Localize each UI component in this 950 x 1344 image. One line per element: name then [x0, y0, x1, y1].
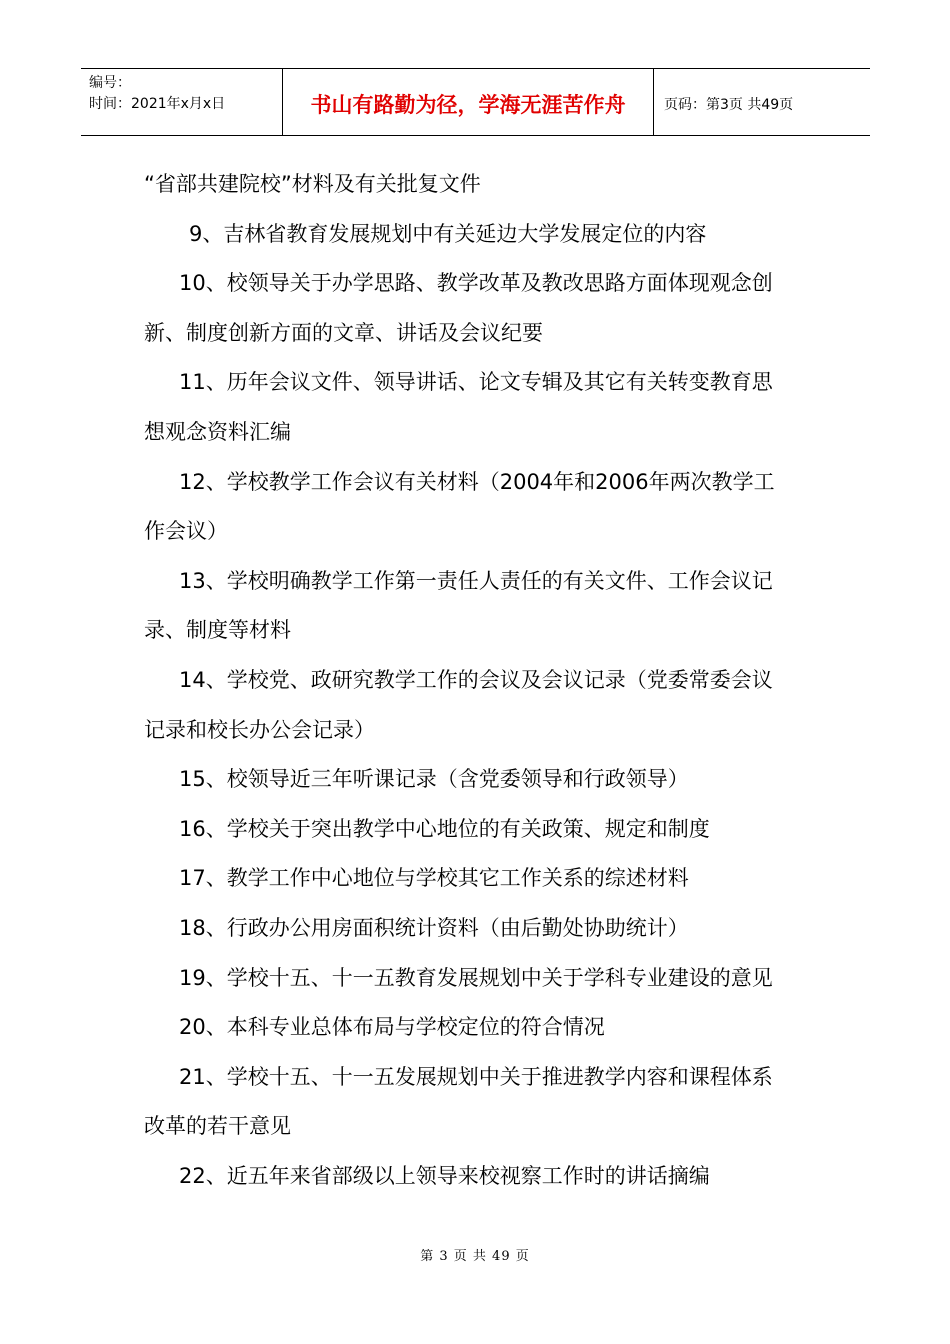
list-item-19: 19、学校十五、十一五教育发展规划中关于学科专业建设的意见	[179, 965, 773, 990]
list-item-12: 12、学校教学工作会议有关材料（2004年和2006年两次教学工	[179, 469, 775, 494]
list-item-22: 22、近五年来省部级以上领导来校视察工作时的讲话摘编	[179, 1163, 710, 1188]
list-item-9: 9、吉林省教育发展规划中有关延边大学发展定位的内容	[189, 221, 707, 246]
list-item-14: 14、学校党、政研究教学工作的会议及会议记录（党委常委会议	[179, 667, 773, 692]
page-footer: 第 3 页 共 49 页	[420, 1249, 530, 1264]
list-item-21: 21、学校十五、十一五发展规划中关于推进教学内容和课程体系	[179, 1064, 773, 1089]
list-item-18: 18、行政办公用房面积统计资料（由后勤处协助统计）	[179, 915, 689, 940]
list-item-20: 20、本科专业总体布局与学校定位的符合情况	[179, 1015, 605, 1040]
time-label: 时间：2021年x月x日	[89, 96, 226, 112]
list-item-10-continued: 新、制度创新方面的文章、讲话及会议纪要	[144, 320, 543, 345]
page-header	[81, 68, 870, 136]
list-item-16: 16、学校关于突出教学中心地位的有关政策、规定和制度	[179, 816, 710, 841]
list-item-11: 11、历年会议文件、领导讲话、论文专辑及其它有关转变教育思	[179, 370, 773, 395]
header-page-info: 页码：第3页 共49页	[664, 97, 794, 113]
document-body	[144, 160, 814, 1201]
list-item-15: 15、校领导近三年听课记录（含党委领导和行政领导）	[179, 767, 689, 792]
list-item-13-continued: 录、制度等材料	[144, 618, 291, 643]
list-item-14-continued: 记录和校长办公会记录）	[144, 717, 375, 742]
list-item-17: 17、教学工作中心地位与学校其它工作关系的综述材料	[179, 866, 689, 891]
body-line: “省部共建院校”材料及有关批复文件	[144, 172, 481, 196]
list-item-12-continued: 作会议）	[144, 519, 228, 544]
list-item-21-continued: 改革的若干意见	[144, 1114, 291, 1139]
number-label: 编号：	[89, 75, 131, 91]
list-item-13: 13、学校明确教学工作第一责任人责任的有关文件、工作会议记	[179, 568, 773, 593]
list-item-11-continued: 想观念资料汇编	[144, 419, 291, 444]
header-motto: 书山有路勤为径，学海无涯苦作舟	[282, 69, 654, 135]
header-meta	[81, 69, 282, 135]
list-item-10: 10、校领导关于办学思路、教学改革及教改思路方面体现观念创	[179, 271, 773, 296]
